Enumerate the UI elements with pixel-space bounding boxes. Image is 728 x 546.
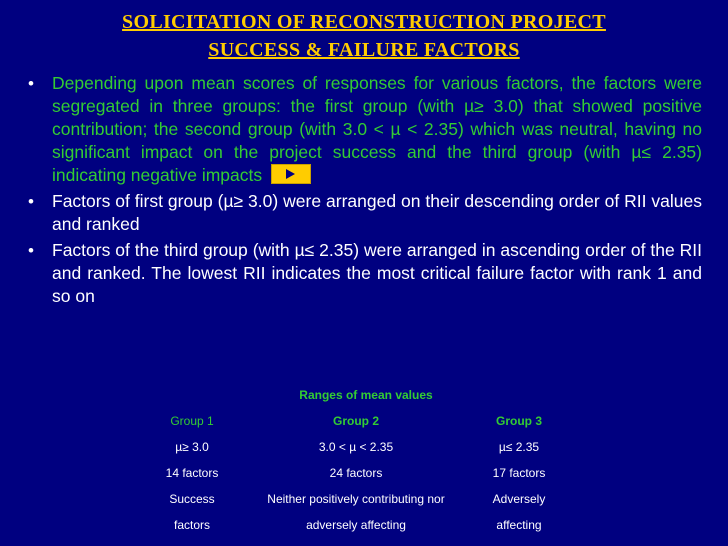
table-cell: 24 factors (329, 466, 383, 480)
table-cell: Success (169, 492, 215, 506)
title-line-2: SUCCESS & FAILURE FACTORS (208, 39, 520, 61)
table-cell: 14 factors (165, 466, 219, 480)
header-group-2: Group 2 (332, 414, 379, 428)
bullet-text: Factors of first group (µ≥ 3.0) were arranged on their descending order of RII values and ranked (52, 191, 702, 234)
table-cell: adversely affecting (306, 518, 406, 532)
table-cell: Neither positively contributing nor (267, 492, 445, 506)
table-cell: affecting (496, 518, 542, 532)
bullet-list (28, 72, 702, 311)
ranges-table (140, 408, 570, 538)
bullet-dot: • (28, 192, 34, 211)
bullet-item-groups (28, 72, 702, 187)
table-cell: µ≥ 3.0 (175, 440, 209, 454)
bullet-dot: • (28, 241, 34, 260)
bullet-text: Depending upon mean scores of responses for various factors, the factors were segregated in three groups: the first group (with µ≥ 3.0) that showed positive contribution; the second group (with 3.0 < µ < 2.35) which was neutral, having no significant impact on the project success and the third group (with µ≤ 2.35) indicating negative impacts (52, 73, 702, 185)
table-cell: 17 factors (492, 466, 546, 480)
table-cell: µ≤ 2.35 (498, 440, 540, 454)
bullet-item-third-group (28, 239, 702, 308)
table-row (140, 512, 570, 538)
bullet-item-first-group (28, 190, 702, 236)
bullet-text: Factors of the third group (with µ≤ 2.35) were arranged in ascending order of the RII and ranked. The lowest RII indicates the most critical failure factor with rank 1 and so on (52, 240, 702, 306)
header-group-1: Group 1 (170, 414, 214, 428)
slide-title (30, 8, 698, 64)
table-row (140, 460, 570, 486)
table-header-row (140, 408, 570, 434)
table-cell: factors (173, 518, 210, 532)
play-icon (286, 169, 295, 179)
title-line-1: SOLICITATION OF RECONSTRUCTION PROJECT (122, 11, 606, 33)
bullet-dot: • (28, 74, 34, 93)
table-cell: 3.0 < µ < 2.35 (318, 440, 394, 454)
ranges-table-title: Ranges of mean values (299, 388, 433, 402)
table-row (140, 434, 570, 460)
header-group-3: Group 3 (495, 414, 542, 428)
play-button[interactable] (271, 164, 311, 184)
table-row (140, 486, 570, 512)
table-cell: Adversely (492, 492, 546, 506)
